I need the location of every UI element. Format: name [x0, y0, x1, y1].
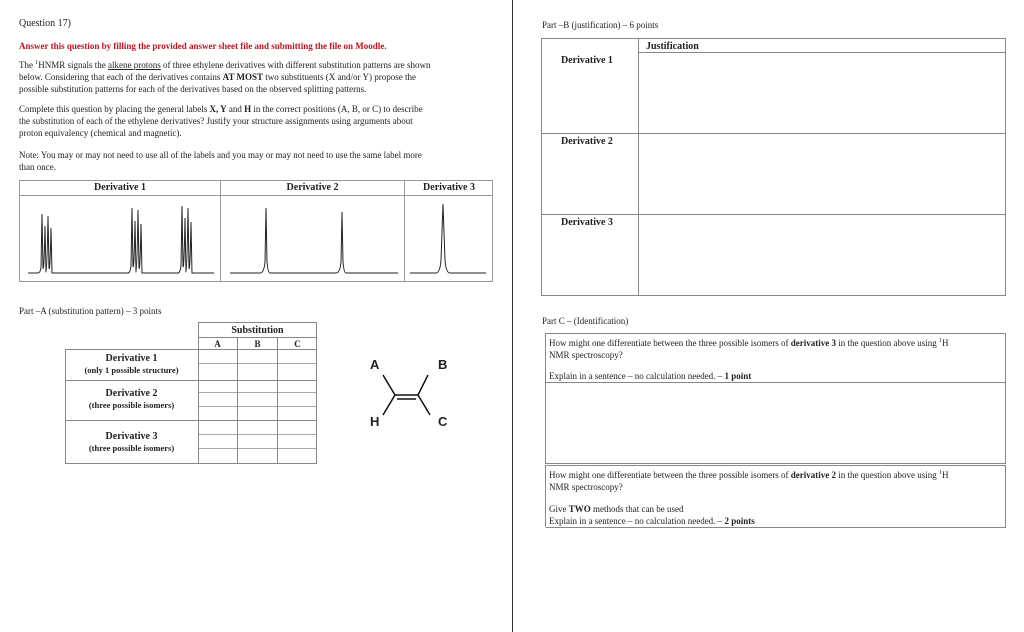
table-row: Derivative 2 (three possible isomers) — [88, 388, 175, 410]
justification-answer-cell[interactable] — [639, 215, 1006, 295]
justification-header: Justification — [646, 41, 699, 52]
partB-title: Part –B (justification) – 6 points — [542, 20, 659, 30]
spectrum-header-1: Derivative 1 — [94, 182, 146, 193]
intro-paragraph: The $^1$HNMR signals the alkene protons of three ethylene derivatives with different substitution patterns are shown below. Considering that each of the derivatives contains AT MOST two substituents (X and/or Y) propose the possible substitution patterns for each of the derivatives based on the observed splitting patterns. — [19, 60, 431, 94]
partC-answer-1[interactable] — [546, 383, 1006, 464]
position-H-label: H — [370, 414, 380, 429]
partC-question-1-text: How might one differentiate between the three possible isomers of derivative 3 in the question above using $^1$H NMR spectroscopy? — [549, 338, 949, 360]
partC-question-2-instruction: Explain in a sentence – no calculation needed. – 2 points — [549, 516, 755, 526]
alkene-protons-link: alkene protons — [108, 60, 161, 70]
partC-question-1-box — [545, 333, 1006, 464]
col-header-B: B — [254, 339, 261, 349]
question-title: Question 17) — [19, 18, 71, 29]
justification-answer-cell[interactable] — [639, 53, 1006, 133]
justification-row-label: Derivative 3 — [561, 217, 613, 228]
partC-question-1-instruction: Explain in a sentence – no calculation needed. – 1 point — [549, 371, 752, 381]
justification-table — [541, 38, 1006, 296]
position-C-label: C — [438, 414, 448, 429]
col-header-C: C — [294, 339, 301, 349]
instructions-paragraph: Complete this question by placing the general labels X, Y and H in the correct positions (A, B, or C) to describe the substitution of each of the ethylene derivatives? Justify your structure assignments using arguments about proton equivalency (chemical and magnetic). — [19, 104, 423, 138]
page-divider — [512, 0, 513, 632]
instruction-text: Answer this question by filling the provided answer sheet file and submitting the file on Moodle. — [19, 41, 387, 51]
partC-question-2-methods: Give TWO methods that can be used — [549, 504, 684, 514]
col-header-A: A — [214, 339, 221, 349]
spectrum-header-2: Derivative 2 — [286, 182, 339, 193]
partC-question-2-text: How might one differentiate between the three possible isomers of derivative 2 in the question above using $^1$H NMR spectroscopy? — [549, 470, 949, 492]
substitution-table — [65, 322, 317, 464]
justification-answer-cell[interactable] — [639, 134, 1006, 214]
nmr-spectra-graphic — [20, 196, 492, 281]
note-paragraph: Note: You may or may not need to use all of the labels and you may or may not need to use the same label more than once. — [19, 150, 422, 172]
spectra-panel — [19, 180, 493, 282]
justification-row-label: Derivative 2 — [561, 136, 613, 147]
table-row: Derivative 3 (three possible isomers) — [88, 431, 175, 453]
partC-question-2-box — [545, 465, 1006, 527]
ethylene-structure — [363, 355, 458, 435]
partC-title: Part C – (Identification) — [542, 316, 629, 326]
position-A-label: A — [370, 357, 380, 372]
justification-row-label: Derivative 1 — [561, 55, 613, 66]
partA-title: Part –A (substitution pattern) – 3 points — [19, 306, 162, 316]
substitution-header: Substitution — [231, 325, 284, 336]
table-row: Derivative 1 (only 1 possible structure) — [84, 353, 179, 375]
position-B-label: B — [438, 357, 448, 372]
spectrum-header-3: Derivative 3 — [423, 182, 475, 193]
